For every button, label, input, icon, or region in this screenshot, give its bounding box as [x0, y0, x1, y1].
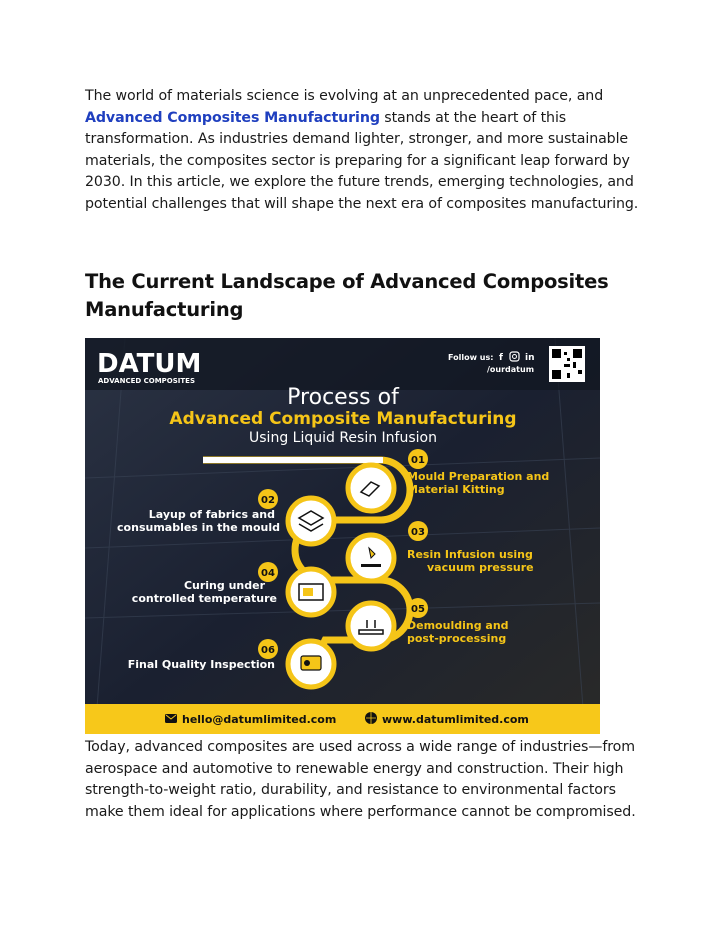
svg-text:controlled temperature: controlled temperature [131, 592, 277, 605]
intro-text-start: The world of materials science is evolving at an unprecedented pace, and [85, 88, 604, 104]
advanced-composites-link[interactable]: Advanced Composites Manufacturing [85, 109, 380, 126]
svg-text:02: 02 [261, 495, 275, 506]
svg-text:Mould Preparation and: Mould Preparation and [407, 470, 550, 483]
svg-text:Final Quality Inspection: Final Quality Inspection [127, 658, 275, 671]
intro-text-end: stands at the heart of this transformation. As industries demand lighter, stronger, and more sustainable materials, the composites sector is preparing for a significant leap forward by 2030. In this article, we explore the future trends, emerging technologies, and potential challenges that will shape the next era of composites manufacturing. [85, 109, 639, 212]
svg-text:in: in [525, 353, 535, 363]
svg-text:Curing under: Curing under [183, 579, 265, 592]
brand-tagline: ADVANCED COMPOSITES [98, 377, 195, 385]
svg-text:06: 06 [261, 645, 275, 656]
svg-text:vacuum pressure: vacuum pressure [427, 561, 534, 574]
svg-text:01: 01 [411, 455, 425, 466]
svg-text:03: 03 [411, 527, 425, 538]
step-05-icon [348, 603, 394, 649]
title-line-1: Process of [287, 385, 399, 410]
svg-text:consumables in the mould: consumables in the mould [117, 521, 280, 534]
svg-text:f: f [499, 353, 503, 363]
title-line-3: Using Liquid Resin Infusion [249, 430, 437, 446]
step-03-icon [348, 535, 394, 581]
svg-text:04: 04 [261, 568, 275, 579]
intro-paragraph [85, 86, 645, 216]
svg-text:Demoulding and: Demoulding and [407, 619, 509, 632]
qr-code-icon[interactable] [549, 346, 585, 382]
facebook-icon[interactable] [499, 353, 503, 363]
brand-logo-text: DATUM [97, 349, 202, 379]
step-01-icon [348, 465, 394, 511]
step-06-icon [288, 641, 334, 687]
linkedin-icon[interactable] [525, 353, 535, 363]
social-handle: /ourdatum [487, 365, 535, 374]
email-icon [165, 714, 177, 723]
process-infographic [85, 338, 600, 734]
svg-text:post-processing: post-processing [407, 632, 507, 645]
contact-email[interactable]: hello@datumlimited.com [182, 713, 337, 726]
follow-label: Follow us: [448, 353, 494, 362]
section-heading: The Current Landscape of Advanced Composites Manufacturing [85, 270, 609, 321]
svg-text:05: 05 [411, 604, 425, 615]
svg-text:Resin Infusion using: Resin Infusion using [407, 548, 533, 561]
svg-text:Layup of fabrics and: Layup of fabrics and [148, 508, 275, 521]
globe-icon [365, 712, 377, 724]
svg-text:Material Kitting: Material Kitting [407, 483, 505, 496]
step-04-icon [288, 569, 334, 615]
closing-paragraph: Today, advanced composites are used across a wide range of industries—from aerospace and automotive to renewable energy and construction. Their high strength-to-weight ratio, durability, and resistance to environmental factors make them ideal for applications where performance cannot be compromised. [85, 739, 636, 820]
step-02-icon [288, 498, 334, 544]
contact-website[interactable]: www.datumlimited.com [382, 713, 529, 726]
title-line-2: Advanced Composite Manufacturing [169, 409, 517, 429]
